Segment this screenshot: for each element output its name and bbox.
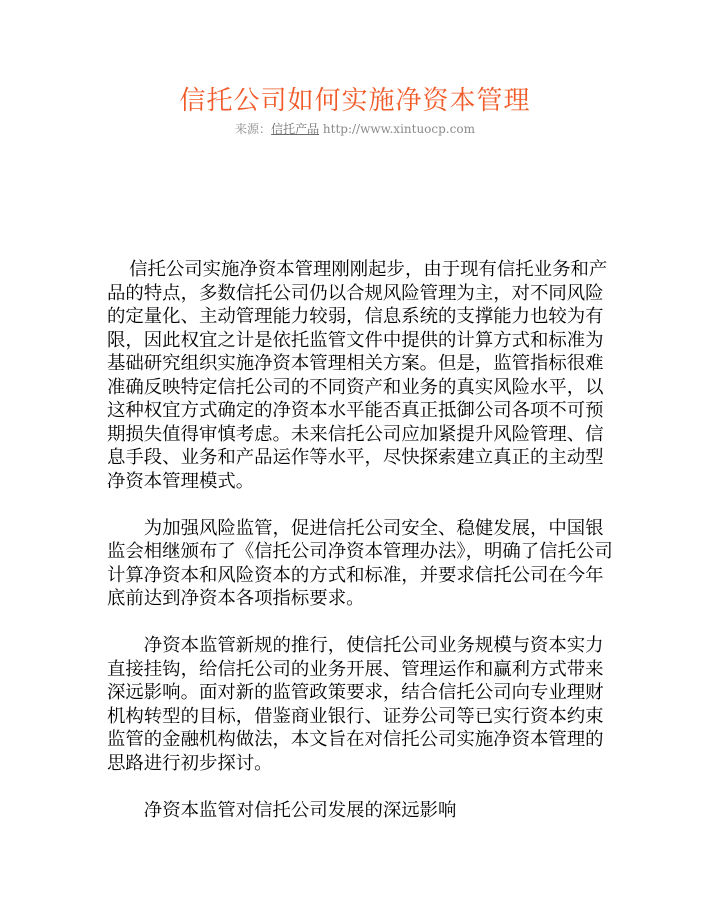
source-url: http://www.xintuocp.com — [322, 122, 475, 136]
paragraph-3: 净资本监管新规的推行，使信托公司业务规模与资本实力直接挂钩，给信托公司的业务开展、管理运作和赢利方式带来深远影响。面对新的监管政策要求，结合信托公司向专业理财机构转型的目标，借鉴商业银行、证券公司等已实行资本约束监管的金融机构做法，本文旨在对信托公司实施净资本管理的思路进行初步探讨。 — [107, 635, 604, 774]
paragraph-2: 为加强风险监管，促进信托公司安全、稳健发展，中国银监会相继颁布了《信托公司净资本管理办法》，明确了信托公司计算净资本和风险资本的方式和标准，并要求信托公司在今年底前达到净资本各项指标要求。 — [107, 517, 613, 609]
article-body — [107, 258, 613, 822]
paragraph-1: 信托公司实施净资本管理刚刚起步，由于现有信托业务和产品的特点，多数信托公司仍以合规风险管理为主，对不同风险的定量化、主动管理能力较弱，信息系统的支撑能力也较为有限，因此权宜之计是依托监管文件中提供的计算方式和标准为基础研究组织实施净资本管理相关方案。但是，监管指标很难准确反映特定信托公司的不同资产和业务的真实风险水平，以这种权宜方式确定的净资本水平能否真正抵御公司各项不可预期损失值得审慎考虑。未来信托公司应加紧提升风险管理、信息手段、业务和产品运作等水平，尽快探索建立真正的主动型净资本管理模式。 — [107, 259, 608, 492]
source-line — [0, 121, 710, 137]
paragraph-gap — [107, 493, 613, 517]
document-title: 信托公司如何实施净资本管理 — [179, 86, 531, 116]
paragraph-gap — [107, 611, 613, 635]
paragraph-gap — [107, 775, 613, 799]
source-label: 来源： — [235, 122, 272, 136]
section-heading: 净资本监管对信托公司发展的深远影响 — [143, 799, 457, 821]
source-name-link[interactable]: 信托产品 — [271, 122, 320, 136]
